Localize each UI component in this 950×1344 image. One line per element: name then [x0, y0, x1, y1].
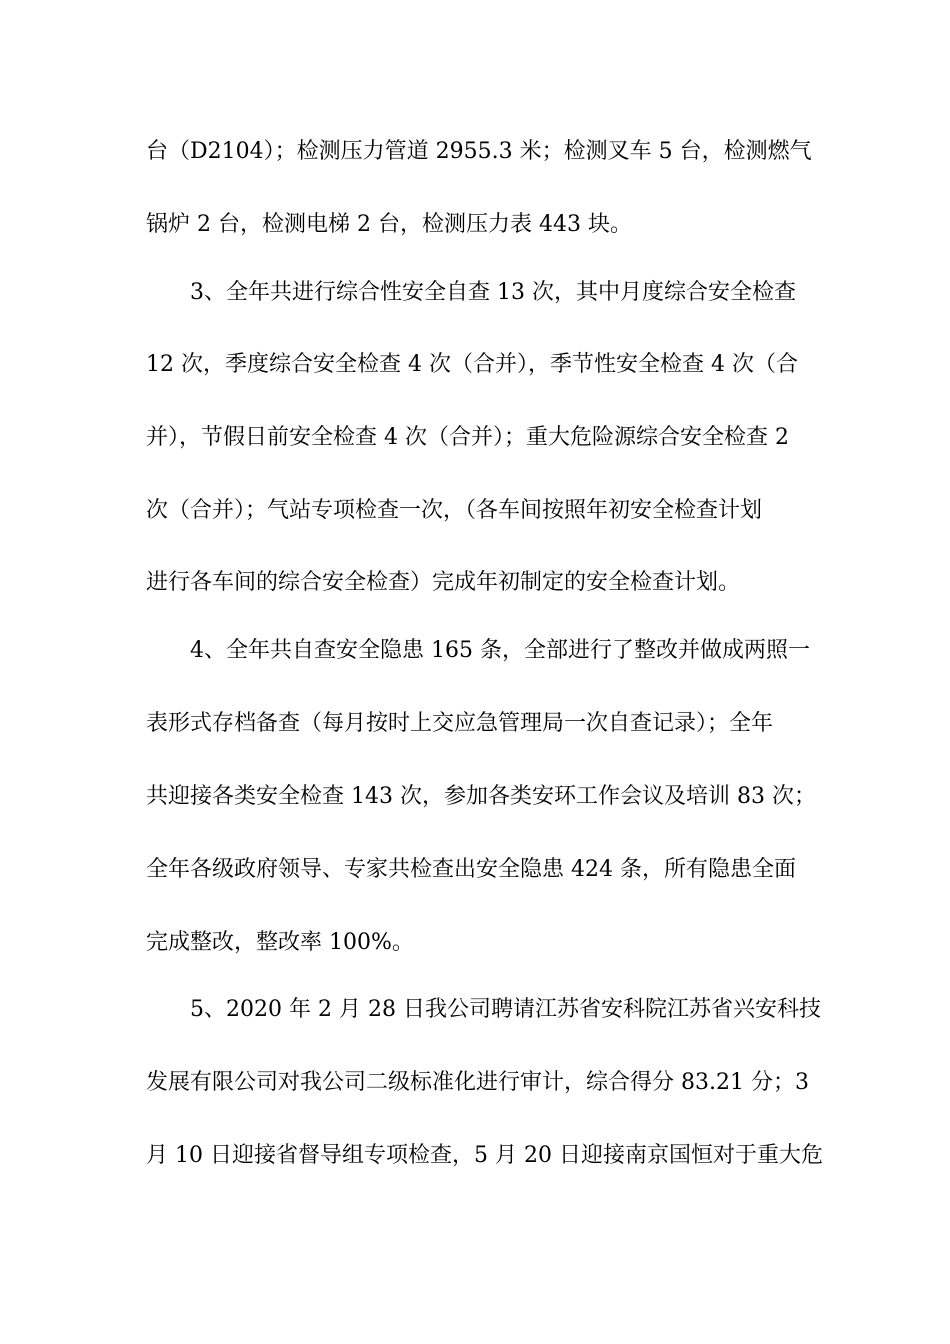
text-line: 12 次，季度综合安全检查 4 次（合并），季节性安全检查 4 次（合	[146, 352, 798, 377]
text-line: 并），节假日前安全检查 4 次（合并）；重大危险源综合安全检查 2	[146, 425, 789, 450]
paragraph-3-start: 3、全年共进行综合性安全自查 13 次，其中月度综合安全检查	[190, 280, 796, 305]
text-line: 表形式存档备查（每月按时上交应急管理局一次自查记录）；全年	[146, 711, 774, 736]
text-line: 月 10 日迎接省督导组专项检查，5 月 20 日迎接南京国恒对于重大危	[146, 1143, 823, 1168]
text-line: 全年各级政府领导、专家共检查出安全隐患 424 条，所有隐患全面	[146, 857, 796, 882]
text-line: 共迎接各类安全检查 143 次，参加各类安环工作会议及培训 83 次；	[146, 784, 816, 809]
text-line: 锅炉 2 台，检测电梯 2 台，检测压力表 443 块。	[146, 212, 632, 237]
text-line: 完成整改，整改率 100%。	[146, 930, 414, 955]
text-line: 进行各车间的综合安全检查）完成年初制定的安全检查计划。	[146, 570, 741, 595]
text-line: 台（D2104）；检测压力管道 2955.3 米；检测叉车 5 台，检测燃气	[146, 139, 812, 164]
text-line: 次（合并）；气站专项检查一次，（各车间按照年初安全检查计划	[146, 498, 763, 523]
paragraph-5-start: 5、2020 年 2 月 28 日我公司聘请江苏省安科院江苏省兴安科技	[190, 997, 821, 1022]
text-line: 发展有限公司对我公司二级标准化进行审计，综合得分 83.21 分；3	[146, 1070, 809, 1095]
paragraph-4-start: 4、全年共自查安全隐患 165 条，全部进行了整改并做成两照一	[190, 638, 810, 663]
